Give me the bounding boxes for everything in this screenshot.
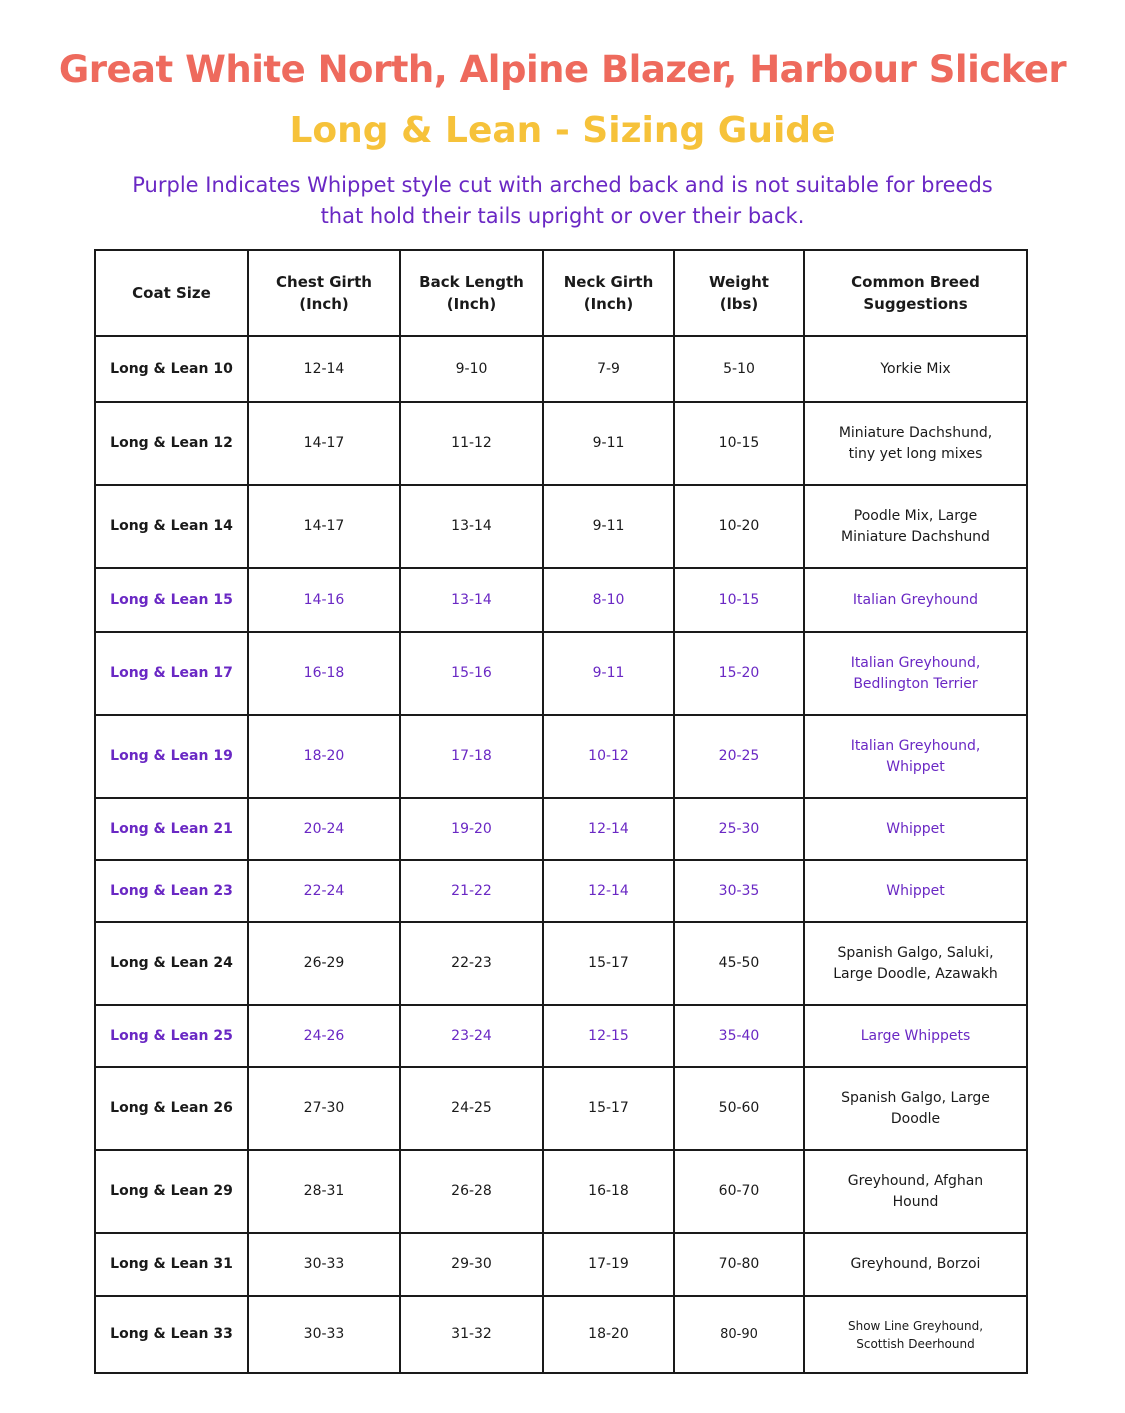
back-length-cell: 15-16 — [400, 632, 543, 715]
weight-cell: 20-25 — [674, 715, 804, 798]
coat-size-cell: Long & Lean 19 — [95, 715, 248, 798]
weight-cell: 45-50 — [674, 922, 804, 1005]
back-length-cell: 17-18 — [400, 715, 543, 798]
coat-size-cell: Long & Lean 24 — [95, 922, 248, 1005]
back-length-cell: 29-30 — [400, 1233, 543, 1296]
weight-cell: 60-70 — [674, 1150, 804, 1233]
coat-size-cell: Long & Lean 33 — [95, 1296, 248, 1373]
chest-girth-cell: 27-30 — [248, 1067, 400, 1150]
neck-girth-cell: 12-14 — [543, 860, 674, 922]
table-row — [95, 1296, 1027, 1373]
weight-cell: 10-15 — [674, 568, 804, 632]
col-header-breed-suggestions: Common Breed Suggestions — [804, 250, 1027, 336]
table-row — [95, 860, 1027, 922]
weight-cell: 15-20 — [674, 632, 804, 715]
chest-girth-cell: 30-33 — [248, 1233, 400, 1296]
chest-girth-cell: 30-33 — [248, 1296, 400, 1373]
back-length-cell: 22-23 — [400, 922, 543, 1005]
coat-size-cell: Long & Lean 25 — [95, 1005, 248, 1067]
weight-cell: 5-10 — [674, 336, 804, 402]
neck-girth-cell: 15-17 — [543, 922, 674, 1005]
breed-suggestions-cell: Greyhound, Afghan Hound — [804, 1150, 1027, 1233]
table-row — [95, 1233, 1027, 1296]
neck-girth-cell: 16-18 — [543, 1150, 674, 1233]
table-row — [95, 632, 1027, 715]
chest-girth-cell: 22-24 — [248, 860, 400, 922]
breed-suggestions-cell: Italian Greyhound — [804, 568, 1027, 632]
back-length-cell: 9-10 — [400, 336, 543, 402]
neck-girth-cell: 9-11 — [543, 402, 674, 485]
coat-size-cell: Long & Lean 15 — [95, 568, 248, 632]
chest-girth-cell: 16-18 — [248, 632, 400, 715]
neck-girth-cell: 12-15 — [543, 1005, 674, 1067]
weight-cell: 70-80 — [674, 1233, 804, 1296]
table-row — [95, 336, 1027, 402]
table-row — [95, 715, 1027, 798]
chest-girth-cell: 14-16 — [248, 568, 400, 632]
breed-suggestions-cell: Whippet — [804, 798, 1027, 860]
back-length-cell: 31-32 — [400, 1296, 543, 1373]
breed-suggestions-cell: Large Whippets — [804, 1005, 1027, 1067]
coat-size-cell: Long & Lean 10 — [95, 336, 248, 402]
coat-size-cell: Long & Lean 31 — [95, 1233, 248, 1296]
col-header-chest-girth: Chest Girth (Inch) — [248, 250, 400, 336]
back-length-cell: 21-22 — [400, 860, 543, 922]
coat-size-cell: Long & Lean 17 — [95, 632, 248, 715]
table-header-row — [95, 250, 1027, 336]
neck-girth-cell: 8-10 — [543, 568, 674, 632]
table-row — [95, 1005, 1027, 1067]
back-length-cell: 19-20 — [400, 798, 543, 860]
chest-girth-cell: 12-14 — [248, 336, 400, 402]
table-row — [95, 922, 1027, 1005]
neck-girth-cell: 12-14 — [543, 798, 674, 860]
coat-size-cell: Long & Lean 21 — [95, 798, 248, 860]
coat-size-cell: Long & Lean 26 — [95, 1067, 248, 1150]
weight-cell: 80-90 — [674, 1296, 804, 1373]
neck-girth-cell: 18-20 — [543, 1296, 674, 1373]
breed-suggestions-cell: Miniature Dachshund, tiny yet long mixes — [804, 402, 1027, 485]
weight-cell: 30-35 — [674, 860, 804, 922]
chest-girth-cell: 18-20 — [248, 715, 400, 798]
neck-girth-cell: 9-11 — [543, 632, 674, 715]
table-row — [95, 485, 1027, 568]
chest-girth-cell: 20-24 — [248, 798, 400, 860]
breed-suggestions-cell: Spanish Galgo, Saluki, Large Doodle, Azawakh — [804, 922, 1027, 1005]
breed-suggestions-cell: Poodle Mix, Large Miniature Dachshund — [804, 485, 1027, 568]
chest-girth-cell: 26-29 — [248, 922, 400, 1005]
neck-girth-cell: 17-19 — [543, 1233, 674, 1296]
back-length-cell: 23-24 — [400, 1005, 543, 1067]
chest-girth-cell: 14-17 — [248, 485, 400, 568]
table-body — [95, 336, 1027, 1373]
breed-suggestions-cell: Italian Greyhound, Bedlington Terrier — [804, 632, 1027, 715]
weight-cell: 25-30 — [674, 798, 804, 860]
weight-cell: 35-40 — [674, 1005, 804, 1067]
table-row — [95, 1150, 1027, 1233]
sizing-table — [94, 249, 1028, 1374]
breed-suggestions-cell: Whippet — [804, 860, 1027, 922]
page-title: Great White North, Alpine Blazer, Harbour Slicker — [58, 48, 1067, 91]
breed-suggestions-cell: Greyhound, Borzoi — [804, 1233, 1027, 1296]
table-row — [95, 402, 1027, 485]
breed-suggestions-cell: Yorkie Mix — [804, 336, 1027, 402]
table-row — [95, 568, 1027, 632]
back-length-cell: 24-25 — [400, 1067, 543, 1150]
breed-suggestions-cell: Italian Greyhound, Whippet — [804, 715, 1027, 798]
neck-girth-cell: 7-9 — [543, 336, 674, 402]
weight-cell: 50-60 — [674, 1067, 804, 1150]
neck-girth-cell: 15-17 — [543, 1067, 674, 1150]
breed-suggestions-cell: Spanish Galgo, Large Doodle — [804, 1067, 1027, 1150]
back-length-cell: 13-14 — [400, 568, 543, 632]
coat-size-cell: Long & Lean 23 — [95, 860, 248, 922]
neck-girth-cell: 9-11 — [543, 485, 674, 568]
chest-girth-cell: 28-31 — [248, 1150, 400, 1233]
col-header-neck-girth: Neck Girth (Inch) — [543, 250, 674, 336]
table-row — [95, 1067, 1027, 1150]
back-length-cell: 13-14 — [400, 485, 543, 568]
table-row — [95, 798, 1027, 860]
breed-suggestions-cell: Show Line Greyhound, Scottish Deerhound — [804, 1296, 1027, 1373]
chest-girth-cell: 14-17 — [248, 402, 400, 485]
back-length-cell: 26-28 — [400, 1150, 543, 1233]
chest-girth-cell: 24-26 — [248, 1005, 400, 1067]
col-header-back-length: Back Length (Inch) — [400, 250, 543, 336]
coat-size-cell: Long & Lean 12 — [95, 402, 248, 485]
page-subtitle: Long & Lean - Sizing Guide — [289, 110, 836, 151]
weight-cell: 10-20 — [674, 485, 804, 568]
neck-girth-cell: 10-12 — [543, 715, 674, 798]
back-length-cell: 11-12 — [400, 402, 543, 485]
purple-note: Purple Indicates Whippet style cut with arched back and is not suitable for breeds that hold their tails upright or over their back. — [132, 173, 993, 228]
weight-cell: 10-15 — [674, 402, 804, 485]
coat-size-cell: Long & Lean 29 — [95, 1150, 248, 1233]
coat-size-cell: Long & Lean 14 — [95, 485, 248, 568]
col-header-coat-size: Coat Size — [95, 250, 248, 336]
col-header-weight: Weight (lbs) — [674, 250, 804, 336]
